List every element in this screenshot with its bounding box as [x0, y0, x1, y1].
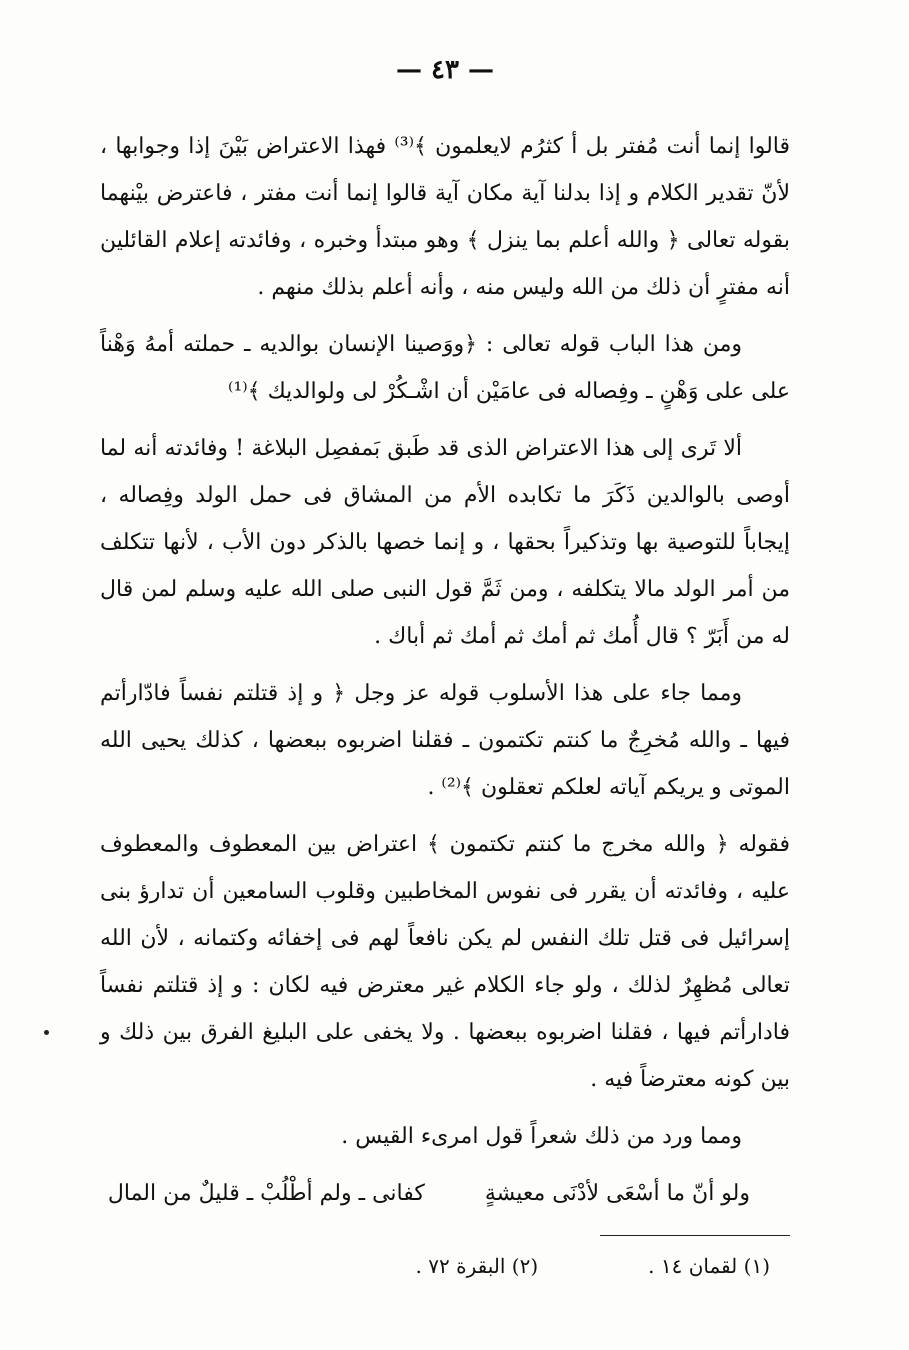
- paragraph-3: ألا تَرى إلى هذا الاعتراض الذى قد طَبق بَمفصِل البلاغة ! وفائدته أنه لما أوصى بالوالدين ذَكَرَ ما تكابده الأم من المشاق فى حمل الولد وفِصاله ، إيجاباً للتوصية بها وتذكيراً بحقها ، و إنما خصها بالذكر دون الأب ، لأنها تتكلف من أمر الولد مالا يتكلفه ، ومن ثَمَّ قول النبى صلى الله عليه وسلم لمن قال له من أَبَرّ ؟ قال أُمك ثم أمك ثم أمك ثم أباك .: [100, 436, 790, 649]
- scan-speck: [44, 1030, 49, 1035]
- paragraph-4: ومما جاء على هذا الأسلوب قوله عز وجل ﴿ و إذ قتلتم نفساً فادّارأتم فيها ـ والله مُخرِجٌ ما كنتم تكتمون ـ فقلنا اضربوه ببعضها ، كذلك يحيى الله الموتى و يريكم آياته لعلكم تعقلون ﴾⁽²⁾ .: [100, 681, 790, 800]
- page-number: — ٤٣ —: [395, 55, 495, 85]
- footnotes: [100, 1254, 790, 1278]
- paragraph-1: قالوا إنما أنت مُفتر بل أ كثرُم لايعلمون ﴾⁽³⁾ فهذا الاعتراض بَيْنَ إذا وجوابها ، لأنّ تقدير الكلام و إذا بدلنا آية مكان آية قالوا إنما أنت مفتر ، فاعترض بيْنهما بقوله تعالى ﴿ والله أعلم بما ينزل ﴾ وهو مبتدأ وخبره ، وفائدته إعلام القائلين أنه مفترٍ أن ذلك من الله وليس منه ، وأنه أعلم بذلك منهم .: [100, 134, 790, 300]
- paragraph-2: ومن هذا الباب قوله تعالى : ﴿ووَصينا الإنسان بوالديه ـ حملته أمهُ وَهْناً على على وَهْنٍ ـ وفِصاله فى عامَيْن أن اشْـكُرْ لى ولوالديك ﴾⁽¹⁾: [100, 332, 790, 404]
- verse-second-hemistich: كفانى ـ ولم أطْلُبْ ـ قليلٌ من المال: [107, 1181, 425, 1206]
- verse-first-hemistich: ولو أنّ ما أسْعَى لأدْنَى معيشةٍ: [484, 1181, 750, 1206]
- paragraph-5: فقوله ﴿ والله مخرج ما كنتم تكتمون ﴾ اعتراض بين المعطوف والمعطوف عليه ، وفائدته أن يقرر فى نفوس المخاطبين وقلوب السامعين أن تدارؤ بنى إسرائيل فى قتل تلك النفس لم يكن نافعاً لهم فى إخفائه وكتمانه ، لأن الله تعالى مُظهِرٌ لذلك ، ولو جاء الكلام غير معترض فيه لكان : و إذ قتلتم نفساً فادارأتم فيها ، فقلنا اضربوه ببعضها . ولا يخفى على البليغ الفرق بين ذلك و بين كونه معترضاً فيه .: [100, 832, 790, 1092]
- poetry-verse: [100, 1170, 790, 1217]
- footnote-divider: [600, 1235, 790, 1236]
- footnote-1: (١) لقمان ١٤ .: [648, 1254, 770, 1278]
- book-page: [100, 55, 790, 1278]
- paragraph-6: ومما ورد من ذلك شعراً قول امرىء القيس .: [341, 1124, 742, 1149]
- footnote-2: (٢) البقرة ٧٢ .: [415, 1254, 539, 1278]
